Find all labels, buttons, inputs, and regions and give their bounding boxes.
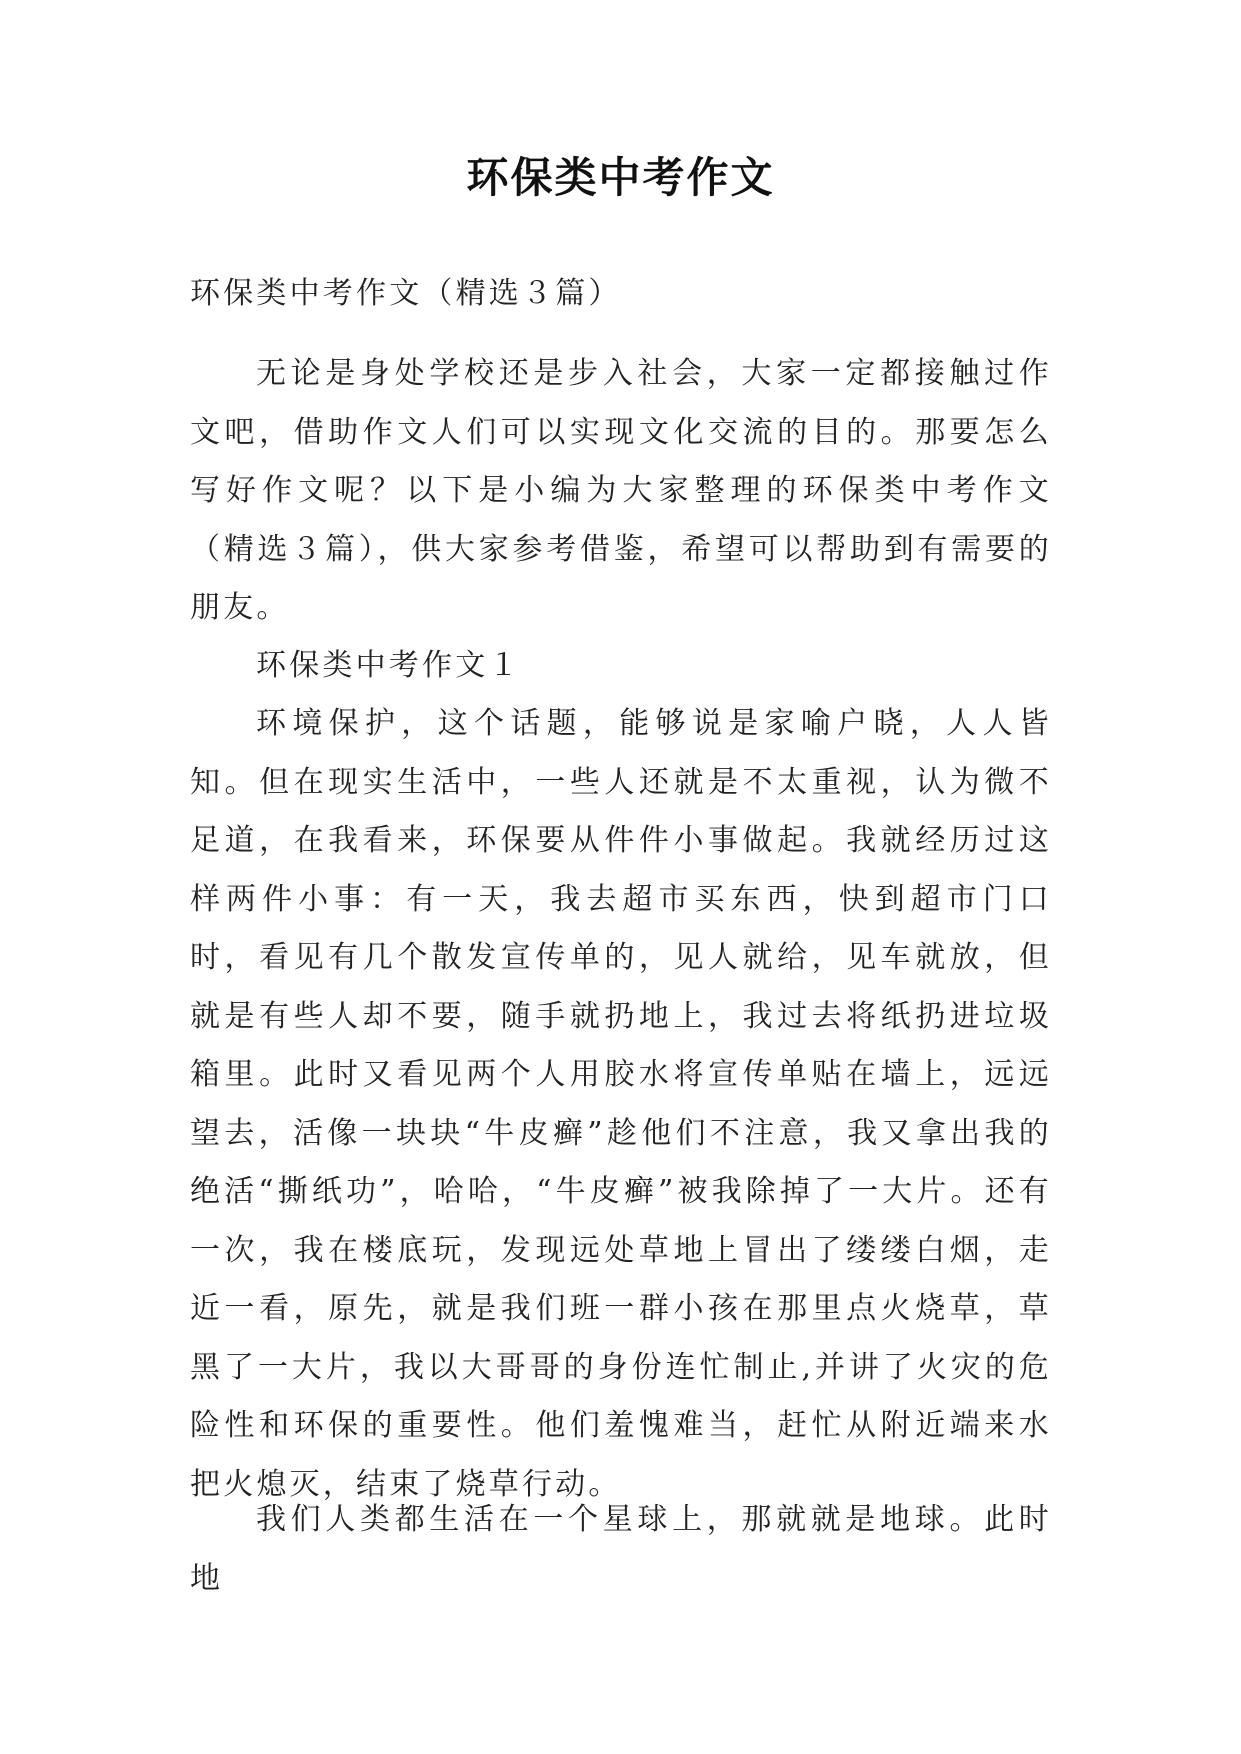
essay-paragraph-2: 我们人类都生活在一个星球上，那就就是地球。此时地 — [190, 1502, 1052, 1596]
essay-paragraph-1: 环境保护，这个话题，能够说是家喻户晓，人人皆知。但在现实生活中，一些人还就是不太重视，认为微不足道，在我看来，环保要从件件小事做起。我就经历过这样两件小事：有一天，我去超市买东西，快到超市门口时，看见有几个散发宣传单的，见人就给，见车就放，但就是有些人却不要，随手就扔地上，我过去将纸扔进垃圾箱里。此时又看见两个人用胶水将宣传单贴在墙上，远远望去，活像一块块“牛皮癣”趁他们不注意，我又拿出我的绝活“撕纸功”，哈哈，“牛皮癣”被我除掉了一大片。还有一次，我在楼底玩，发现远处草地上冒出了缕缕白烟，走近一看，原先，就是我们班一群小孩在那里点火烧草，草黑了一大片，我以大哥哥的身份连忙制止,并讲了火灾的危险性和环保的重要性。他们羞愧难当，赶忙从附近端来水把火熄灭，结束了烧草行动。 — [190, 706, 1052, 1502]
document-title: 环保类中考作文 — [466, 153, 775, 202]
document-subtitle: 环保类中考作文（精选３篇） — [190, 276, 622, 311]
section-heading: 环保类中考作文１ — [256, 648, 522, 683]
intro-paragraph: 无论是身处学校还是步入社会，大家一定都接触过作文吧，借助作文人们可以实现文化交流的目的。那要怎么写好作文呢？以下是小编为大家整理的环保类中考作文（精选３篇），供大家参考借鉴，希望可以帮助到有需要的朋友。 — [190, 356, 1052, 625]
